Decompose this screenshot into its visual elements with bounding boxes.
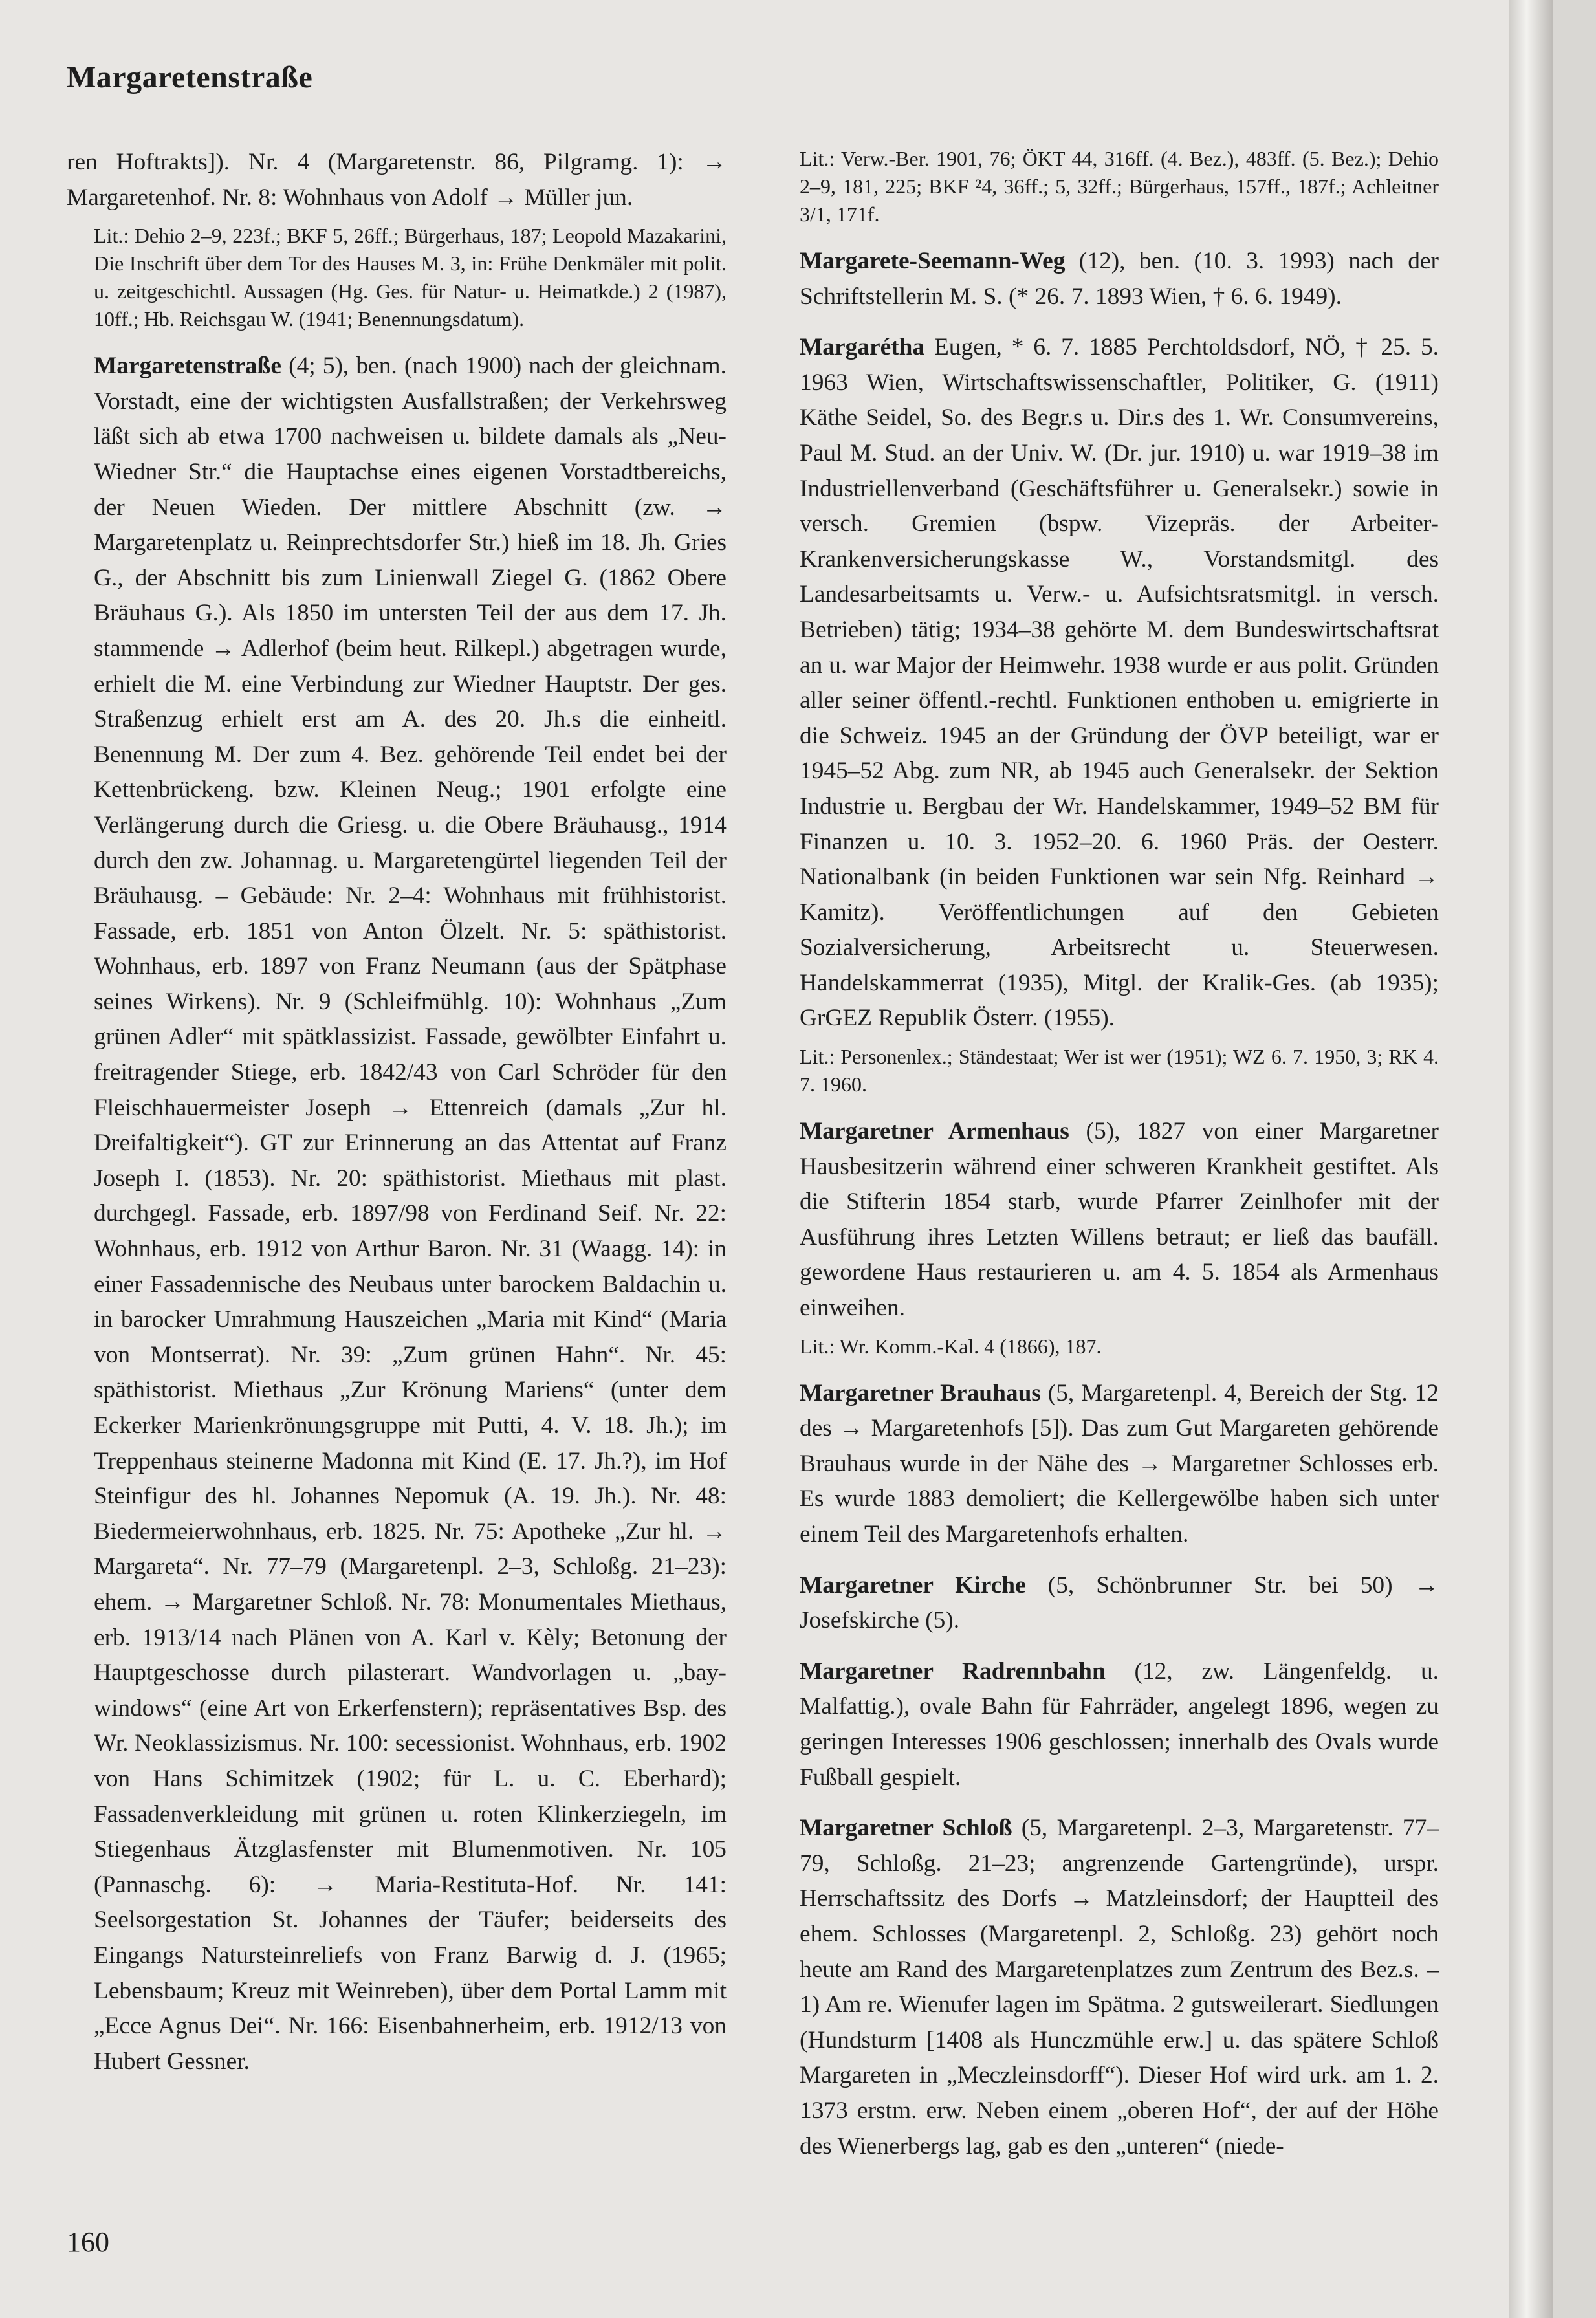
headword: Margaretner Radrennbahn	[800, 1657, 1106, 1685]
literature-note: Lit.: Verw.-Ber. 1901, 76; ÖKT 44, 316ff. (4. Bez.), 483ff. (5. Bez.); Dehio 2–9, 181, 225; BKF ²4, 36ff.; 5, 32ff.; Bürgerhaus, 157ff., 187f.; Achleitner 3/1, 171f.	[800, 147, 1439, 226]
entry-margaretner-kirche	[772, 1568, 1439, 1639]
entry-text: (5), 1827 von einer Margaretner Hausbesitzerin während einer schweren Krankheit gestiftet. Als die Stifterin 1854 starb, wurde Pfarrer Zeinlhofer mit der Ausführung ihres Letzten Willens betraut; er ließ das baufäll. gewordene Haus restaurieren u. am 4. 5. 1854 als Armenhaus einweihen.	[800, 1118, 1439, 1322]
entry-text: Eugen, * 6. 7. 1885 Perchtoldsdorf, NÖ, † 25. 5. 1963 Wien, Wirtschaftswissenschaftler, Politiker, G. (1911) Käthe Seidel, So. des Begr.s u. Dir.s des 1. Wr. Consumvereins, Paul M. Stud. an der Univ. W. (Dr. jur. 1910) u. war 1919–38 im Industriellenverband (Geschäftsführer u. Generalsekr.) sowie in versch. Gremien (bspw. Vizepräs. der Arbeiter-Krankenversicherungskasse W., Vorstandsmitgl. des Landesarbeitsamts u. Verw.- u. Aufsichtsratsmitgl. in versch. Betrieben) tätig; 1934–38 gehörte M. dem Bundeswirtschaftsrat an u. war Major der Heimwehr. 1938 wurde er aus polit. Gründen aller seiner öffentl.-rechtl. Funktionen enthoben u. emigrierte in die Schweiz. 1945 an der Gründung der ÖVP beteiligt, war er 1945–52 Abg. zum NR, ab 1945 auch Generalsekr. der Sektion Industrie u. Bergbau der Wr. Handelskammer, 1949–52 BM für Finanzen u. 10. 3. 1952–20. 6. 1960 Präs. der Oesterr. Nationalbank (in beiden Funktionen war sein Nfg. Reinhard → Kamitz). Veröffentlichungen auf den Gebieten Sozialversicherung, Arbeitsrecht u. Steuerwesen. Handelskammerrat (1935), Mitgl. der Kralik-Ges. (ab 1935); GrGEZ Republik Österr. (1955).	[800, 334, 1439, 1032]
headword: Margaretenstraße	[94, 353, 282, 380]
headword: Margarete-Seemann-Weg	[800, 248, 1066, 274]
running-head: Margaretenstraße	[67, 60, 313, 94]
entry-text: (5, Schönbrunner Str. bei 50) → Josefskirche (5).	[800, 1571, 1439, 1634]
left-column	[67, 145, 727, 2079]
entry-text: (4; 5), ben. (nach 1900) nach der gleichnam. Vorstadt, eine der wichtigsten Ausfallstraßen; der Verkehrsweg läßt sich ab etwa 1700 nachweisen u. bildete damals als „Neu-Wiedner Str.“ die Hauptachse eines eigenen Vorstadtbereichs, der Neuen Wieden. Der mittlere Abschnitt (zw. → Margaretenplatz u. Reinprechtsdorfer Str.) hieß im 18. Jh. Gries G., der Abschnitt bis zum Linienwall Ziegel G. (1862 Obere Bräuhaus G.). Als 1850 im untersten Teil der aus dem 17. Jh. stammende → Adlerhof (beim heut. Rilkepl.) abgetragen wurde, erhielt die M. eine Verbindung zur Wiedner Hauptstr. Der ges. Straßenzug erhielt erst am A. des 20. Jh.s die einheitl. Benennung M. Der zum 4. Bez. gehörende Teil endet bei der Kettenbrückeng. bzw. Kleinen Neug.; 1901 erfolgte eine Verlängerung durch die Griesg. u. die Obere Bräuhausg., 1914 durch den zw. Johannag. u. Margaretengürtel liegenden Teil der Bräuhausg. – Gebäude: Nr. 2–4: Wohnhaus mit frühhistorist. Fassade, erb. 1851 von Anton Ölzelt. Nr. 5: späthistorist. Wohnhaus, erb. 1897 von Franz Neumann (aus der Spätphase seines Wirkens). Nr. 9 (Schleifmühlg. 10): Wohnhaus „Zum grünen Adler“ mit spätklassizist. Fassade, gewölbter Einfahrt u. freitragender Stiege, erb. 1842/43 von Carl Schröder für den Fleischhauermeister Joseph → Ettenreich (damals „Zur hl. Dreifaltigkeit“). GT zur Erinnerung an das Attentat auf Franz Joseph I. (1853). Nr. 20: späthistorist. Miethaus mit plast. durchgegl. Fassade, erb. 1897/98 von Ferdinand Seif. Nr. 22: Wohnhaus, erb. 1912 von Arthur Baron. Nr. 31 (Waagg. 14): in einer Fassadennische des Neubaus unter barockem Baldachin u. in barocker Umrahmung Hauszeichen „Maria mit Kind“ (Maria von Montserrat). Nr. 39: „Zum grünen Hahn“. Nr. 45: späthistorist. Miethaus „Zur Krönung Mariens“ (unter dem Eckerker Marienkrönungsgruppe mit Putti, 4. V. 18. Jh.); im Treppenhaus steinerne Madonna mit Kind (E. 17. Jh.?), im Hof Steinfigur des hl. Johannes Nepomuk (A. 19. Jh.). Nr. 48: Biedermeierwohnhaus, erb. 1825. Nr. 75: Apotheke „Zur hl. → Margareta“. Nr. 77–79 (Margaretenpl. 2–3, Schloßg. 21–23): ehem. → Margaretner Schloß. Nr. 78: Monumentales Miethaus, erb. 1913/14 nach Plänen von A. Karl v. Kèly; Betonung der Hauptgeschosse durch pilasterart. Wandvorlagen u. „bay-windows“ (eine Art von Erkerfenstern); repräsentatives Bsp. des Wr. Neoklassizismus. Nr. 100: secessionist. Wohnhaus, erb. 1902 von Hans Schimitzek (1902; für L. u. C. Eberhard); Fassadenverkleidung mit grünen u. roten Klinkerziegeln, im Stiegenhaus Ätzglasfenster mit Blumenmotiven. Nr. 105 (Pannaschg. 6): → Maria-Restituta-Hof. Nr. 141: Seelsorgestation St. Johannes der Täufer; beiderseits des Eingangs Natursteinreliefs von Franz Barwig d. J. (1965; Lebensbaum; Kreuz mit Weinreben), über dem Portal Lamm mit „Ecce Agnus Dei“. Nr. 166: Eisenbahnerheim, erb. 1912/13 von Hubert Gessner.	[94, 353, 727, 2075]
entry-text: (5, Margaretenpl. 4, Bereich der Stg. 12 des → Margaretenhofs [5]). Das zum Gut Margareten gehörende Brauhaus wurde in der Nähe des → Margaretner Schlosses erb. Es wurde 1883 demoliert; die Kellergewölbe haben sich unter einem Teil des Margaretenhofs erhalten.	[800, 1379, 1439, 1547]
entry-text: (5, Margaretenpl. 2–3, Margaretenstr. 77–79, Schloßg. 21–23; angrenzende Gartengründe), urspr. Herrschaftssitz des Dorfs → Matzleinsdorf; der Hauptteil des ehem. Schlosses (Margaretenpl. 2, Schloßg. 23) gehört noch heute am Rand des Margaretenplatzes zum Zentrum des Bez.s. – 1) Am re. Wienufer lagen im Spätma. 2 gutsweilerart. Siedlungen (Hundsturm [1408 als Hunczmühle erw.] u. das spätere Schloß Margareten in „Meczleinsdorff“). Dieser Hof wird urk. am 1. 2. 1373 erstm. erw. Neben einem „oberen Hof“, der auf der Höhe des Wienerbergs lag, gab es den „unteren“ (niede-	[800, 1815, 1439, 2159]
entry-margaretner-armenhaus	[772, 1114, 1439, 1326]
entry-margaretner-brauhaus	[772, 1376, 1439, 1553]
page-number: 160	[67, 2226, 109, 2258]
headword: Margaretner Brauhaus	[800, 1379, 1041, 1406]
headword: Margaretner Schloß	[800, 1815, 1012, 1842]
page-edge	[1509, 0, 1553, 2318]
entry-margarete-seemann-weg	[772, 244, 1439, 314]
entry-text: (12), ben. (10. 3. 1993) nach der Schriftstellerin M. S. (* 26. 7. 1893 Wien, † 6. 6. 1949).	[800, 248, 1439, 310]
headword: Margaretner Kirche	[800, 1571, 1026, 1599]
literature-note: Lit.: Personenlex.; Ständestaat; Wer ist wer (1951); WZ 6. 7. 1950, 3; RK 4. 7. 1960.	[800, 1045, 1439, 1097]
headword: Margaretner Armenhaus	[800, 1118, 1069, 1145]
entry-margaretner-schloss	[772, 1811, 1439, 2164]
headword: Margarétha	[800, 334, 925, 361]
literature-note: Lit.: Dehio 2–9, 223f.; BKF 5, 26ff.; Bürgerhaus, 187; Leopold Mazakarini, Die Inschrift über dem Tor des Hauses M. 3, in: Frühe Denkmäler mit polit. u. zeitgeschichtl. Aussagen (Hg. Ges. für Natur- u. Heimatkde.) 2 (1987), 10ff.; Hb. Reichsgau W. (1941; Benennungsdatum).	[94, 224, 727, 331]
entry-margaretha	[772, 330, 1439, 1036]
entry-continuation: ren Hoftrakts]). Nr. 4 (Margaretenstr. 86, Pilgramg. 1): → Margaretenhof. Nr. 8: Wohnhaus von Adolf → Müller jun.	[67, 149, 727, 211]
entry-margaretner-radrennbahn	[772, 1654, 1439, 1795]
right-column	[772, 145, 1439, 2164]
literature-note: Lit.: Wr. Komm.-Kal. 4 (1866), 187.	[800, 1334, 1102, 1358]
entry-margaretenstrasse	[67, 349, 727, 2079]
entry-text: (12, zw. Längenfeldg. u. Malfattig.), ovale Bahn für Fahrräder, angelegt 1896, wegen zu geringen Interesses 1906 geschlossen; innerhalb des Ovals wurde Fußball gespielt.	[800, 1657, 1439, 1791]
